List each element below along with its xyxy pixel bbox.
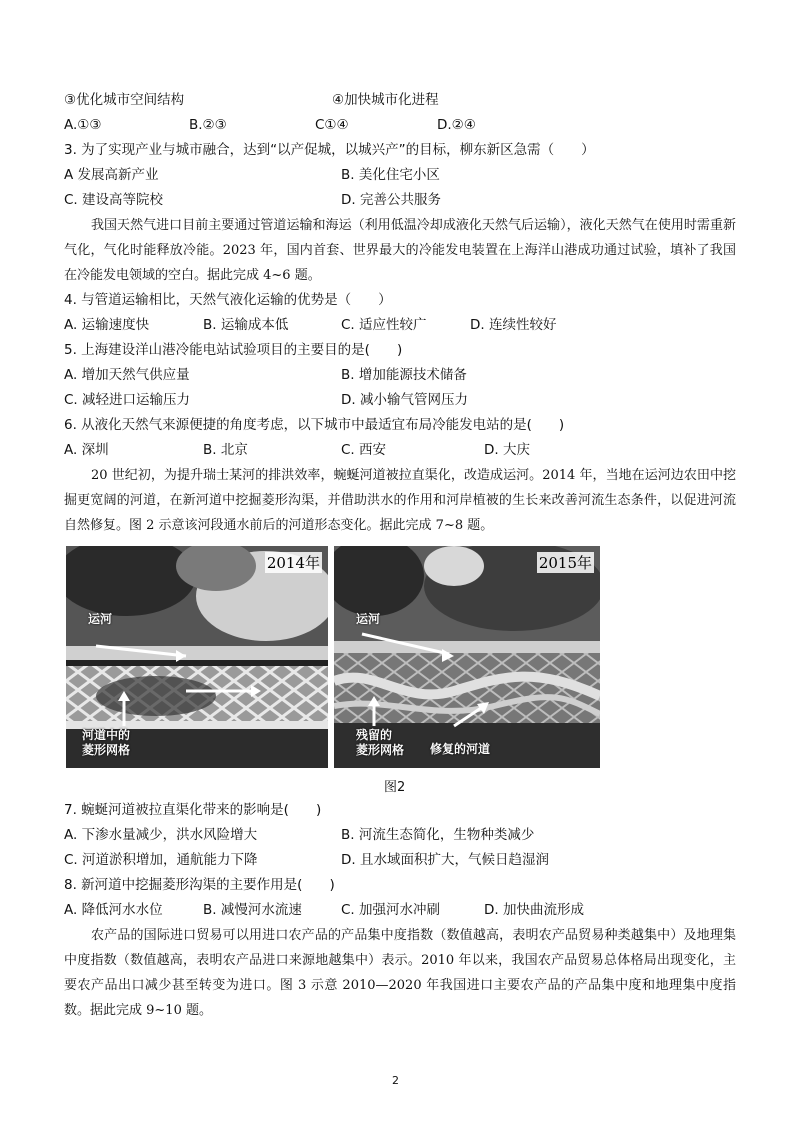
q8-stem: 8. 新河道中挖掘菱形沟渠的主要作用是( ) — [64, 877, 335, 893]
q8-option-d: D. 加快曲流形成 — [484, 902, 584, 918]
q6-stem: 6. 从液化天然气来源便捷的角度考虑，以下城市中最适宜布局冷能发电站的是( ) — [64, 417, 565, 433]
q4-option-d: D. 连续性较好 — [470, 317, 557, 333]
q7-option-d: D. 且水域面积扩大，气候日趋湿润 — [341, 852, 549, 868]
q2-option-3: ③优化城市空间结构 — [64, 92, 185, 108]
figure-2015-photo — [334, 546, 600, 768]
q5-stem: 5. 上海建设洋山港冷能电站试验项目的主要目的是( ) — [64, 342, 403, 358]
q6-option-c: C. 西安 — [341, 442, 387, 458]
grid-label-2014: 河道中的 菱形网格 — [82, 728, 131, 757]
q6-option-d: D. 大庆 — [484, 442, 530, 458]
q3-option-a: A 发展高新产业 — [64, 167, 159, 183]
year-label-2014: 2014年 — [266, 554, 320, 572]
q2-choice-c: C①④ — [315, 117, 349, 133]
passage-agri: 农产品的国际进口贸易可以用进口农产品的产品集中度指数（数值越高，表明农产品贸易种类越集中）及地理集中度指数（数值越高，表明农产品进口来源地越集中）表示。2010 年以来，我国农产品贸易总体格局出现变化，主要农产品出口减少甚至转变为进口。图 3 示意 2010—2020 年我国进口主要农产品的产品集中度和地理集中度指数。据此完成 9~10 题。 — [64, 928, 736, 1018]
passage-lng: 我国天然气进口目前主要通过管道运输和海运（利用低温冷却成液化天然气后运输），液化天然气在使用时需重新气化，气化时能释放冷能。2023 年，国内首套、世界最大的冷能发电装置在上海洋山港成功通过试验，填补了我国在冷能发电领域的空白。据此完成 4~6 题。 — [64, 218, 736, 283]
canal-label-2015: 运河 — [356, 612, 381, 626]
q7-option-a: A. 下渗水量减少，洪水风险增大 — [64, 827, 258, 843]
q3-option-b: B. 美化住宅小区 — [341, 167, 440, 183]
year-label-2015: 2015年 — [538, 554, 592, 572]
q5-option-c: C. 减轻进口运输压力 — [64, 392, 191, 408]
q5-option-b: B. 增加能源技术储备 — [341, 367, 467, 383]
q3-stem: 3. 为了实现产业与城市融合，达到“以产促城，以城兴产”的目标，柳东新区急需（ ） — [64, 142, 595, 158]
q3-option-d: D. 完善公共服务 — [341, 192, 441, 208]
figure-caption: 图2 — [384, 780, 406, 795]
page-number: 2 — [392, 1074, 399, 1087]
q6-option-a: A. 深圳 — [64, 442, 109, 458]
q4-option-c: C. 适应性较广 — [341, 317, 427, 333]
q7-option-c: C. 河道淤积增加，通航能力下降 — [64, 852, 258, 868]
q8-option-b: B. 减慢河水流速 — [203, 902, 302, 918]
canal-label-2014: 运河 — [88, 612, 113, 626]
q2-choice-d: D.②④ — [437, 117, 476, 133]
q4-stem: 4. 与管道运输相比，天然气液化运输的优势是（ ） — [64, 292, 392, 308]
q8-option-a: A. 降低河水水位 — [64, 902, 163, 918]
q7-option-b: B. 河流生态简化，生物种类减少 — [341, 827, 535, 843]
q3-option-c: C. 建设高等院校 — [64, 192, 164, 208]
q4-option-b: B. 运输成本低 — [203, 317, 289, 333]
passage-river: 20 世纪初，为提升瑞士某河的排洪效率，蜿蜒河道被拉直渠化，改造成运河。2014 年，当地在运河边农田中挖掘更宽阔的河道，在新河道中挖掘菱形沟渠，并借助洪水的作用和河岸植被的生长来改善河流生态条件，以促进河流自然修复。图 2 示意该河段通水前后的河道形态变化。据此完成 7~8 题。 — [64, 468, 736, 533]
grid-label-2015: 残留的 菱形网格 — [356, 728, 405, 757]
q5-option-d: D. 减小输气管网压力 — [341, 392, 468, 408]
q2-option-4: ④加快城市化进程 — [332, 92, 439, 108]
q5-option-a: A. 增加天然气供应量 — [64, 367, 190, 383]
q7-stem: 7. 蜿蜒河道被拉直渠化带来的影响是( ) — [64, 802, 322, 818]
figure-2014-photo — [66, 546, 328, 768]
q8-option-c: C. 加强河水冲刷 — [341, 902, 441, 918]
q4-option-a: A. 运输速度快 — [64, 317, 150, 333]
river-label-2015: 修复的河道 — [430, 742, 491, 756]
q2-choice-a: A.①③ — [64, 117, 102, 133]
q2-choice-b: B.②③ — [189, 117, 227, 133]
q6-option-b: B. 北京 — [203, 442, 248, 458]
